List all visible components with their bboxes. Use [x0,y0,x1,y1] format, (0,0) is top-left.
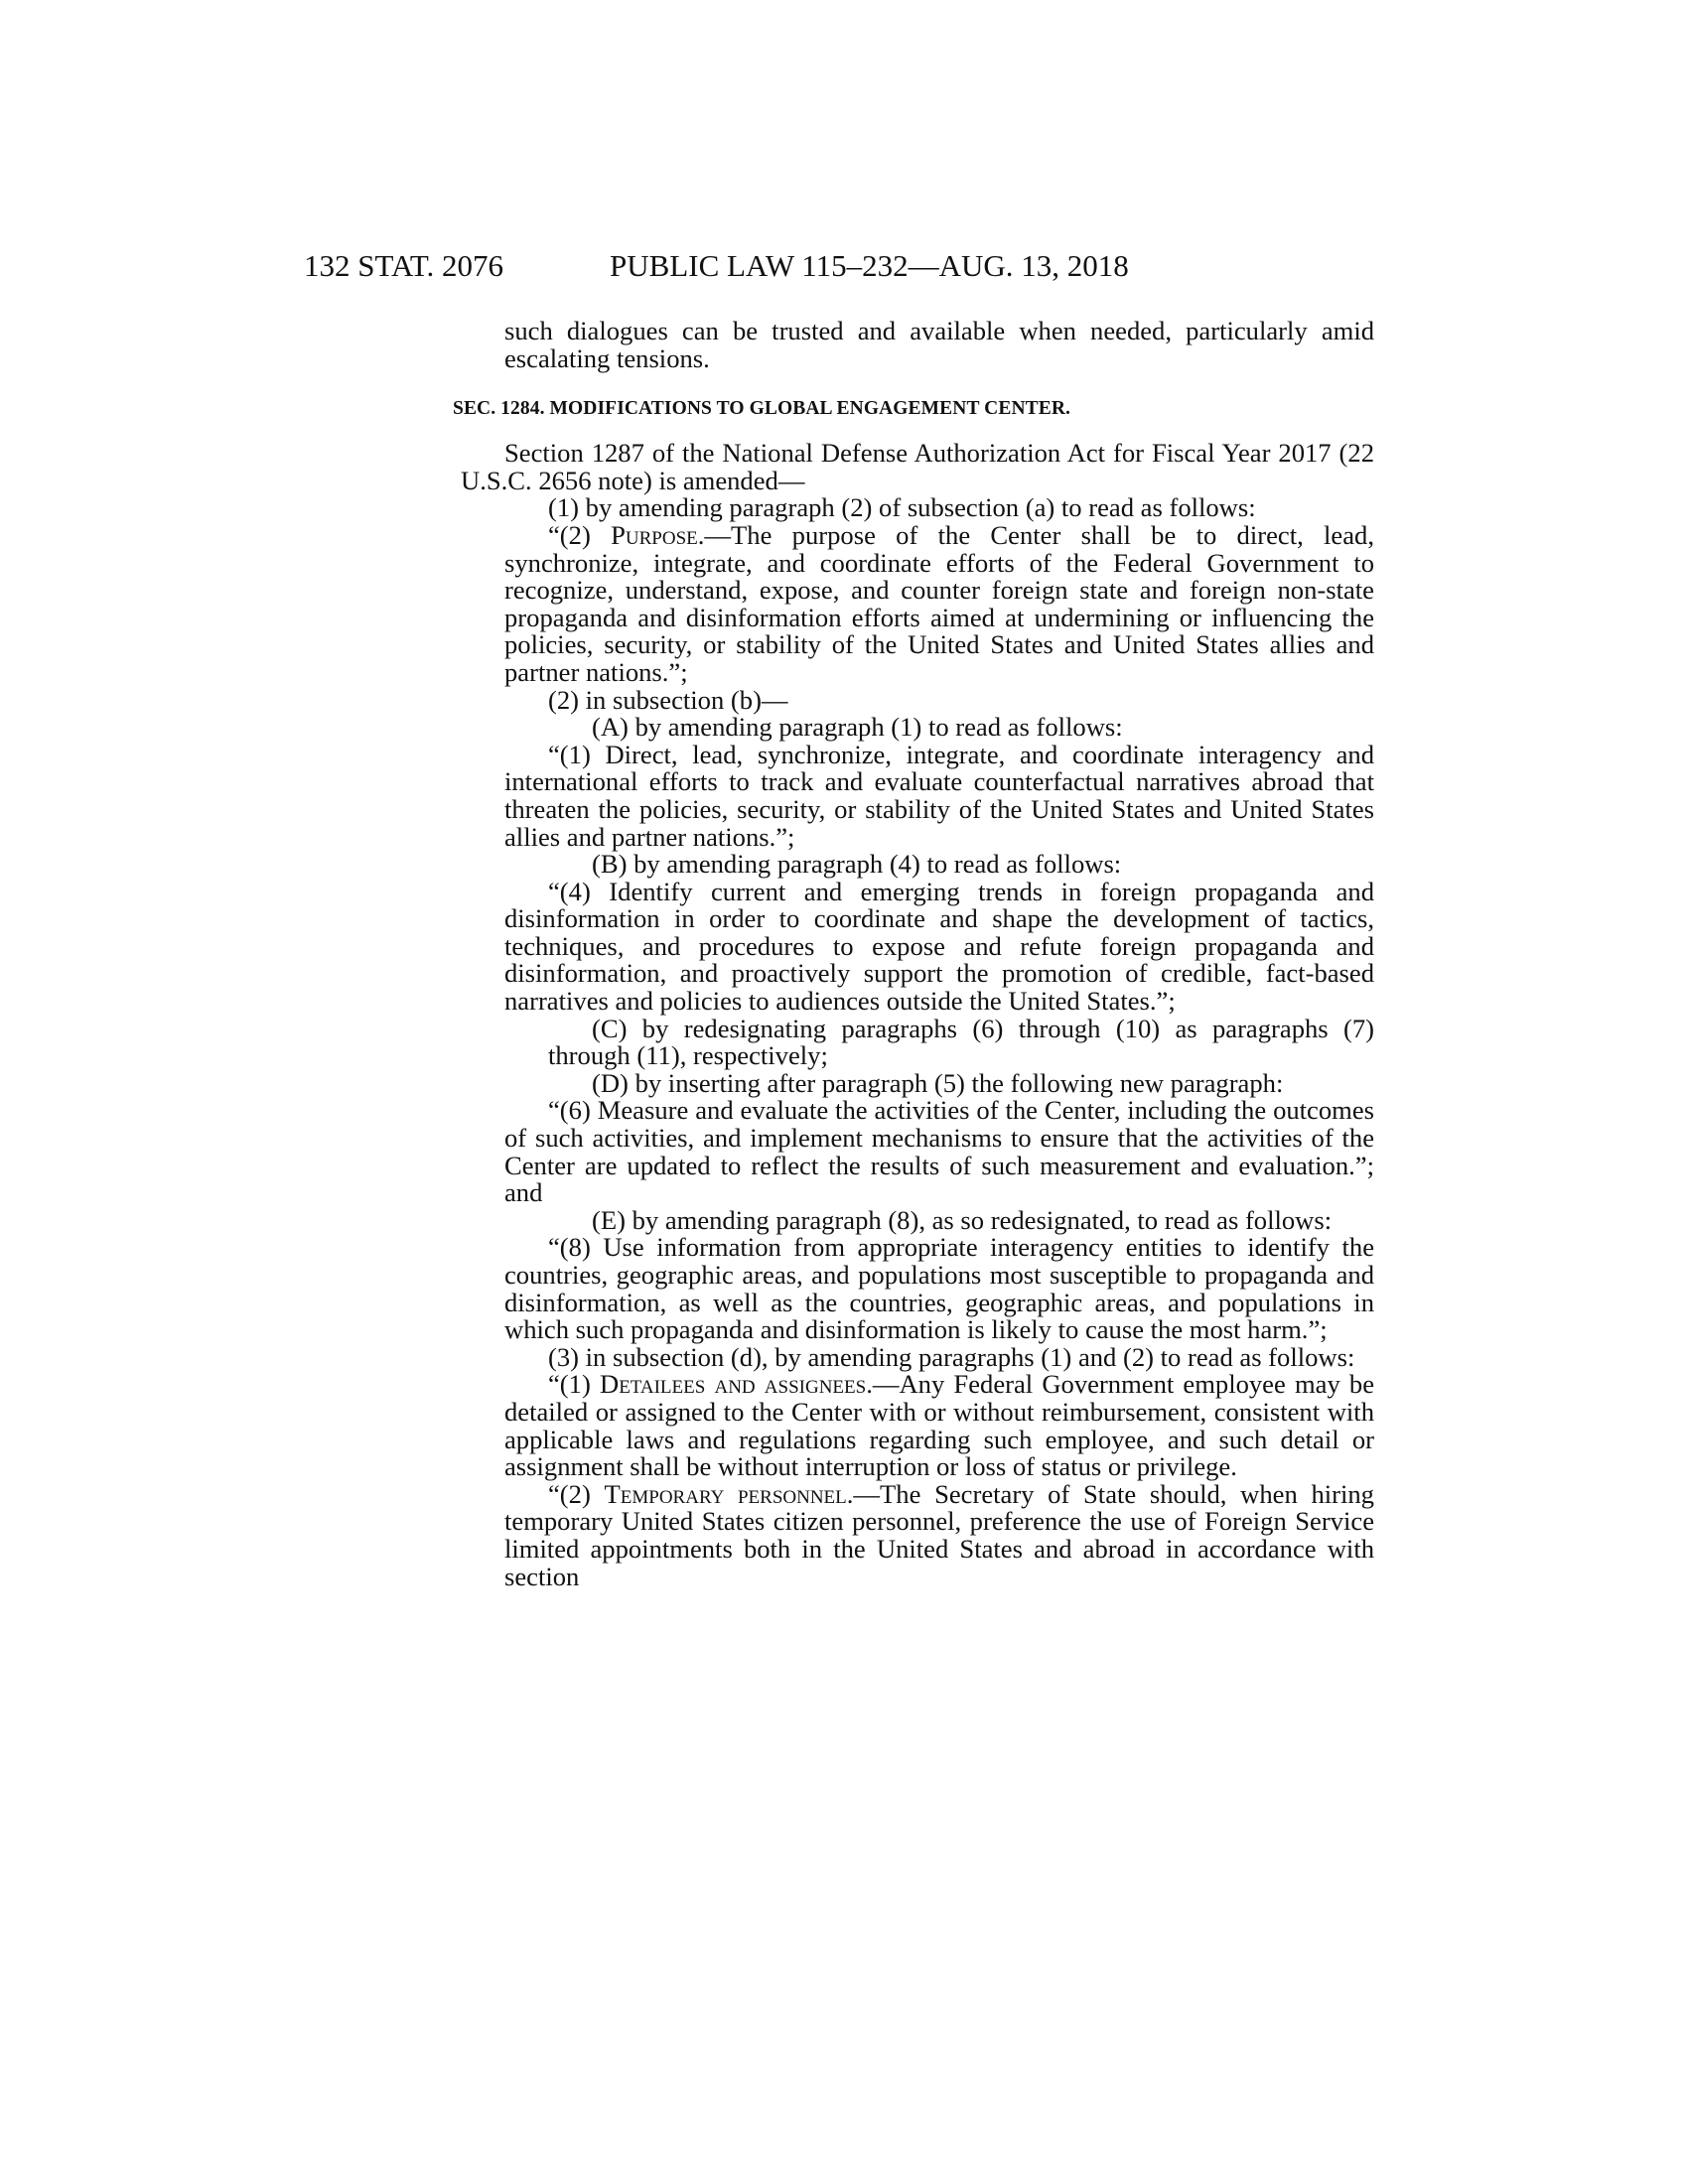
detailees-paragraph [504,1371,1374,1480]
temporary-personnel-paragraph [504,1478,1374,1591]
purpose-term: Purpose [611,519,698,550]
intro-text: Section 1287 of the National Defense Authorization Act for Fiscal Year 2017 (22 U.S.C. 2656 note) is amended— [461,438,1374,495]
amendment-1-text: (1) by amending paragraph (2) of subsection (a) to read as follows: [548,492,1256,523]
amendment-2D [504,1067,1374,1098]
intro-paragraph [461,440,1374,494]
document-body [453,316,1375,1591]
purpose-paragraph [504,519,1374,687]
amendment-2B-text: (B) by amending paragraph (4) to read as follows: [592,849,1122,880]
amendment-2B-quote-text: “(4) Identify current and emerging trends in foreign propaganda and disinformation in order to coordinate and shape the development of tactics, techniques, and procedures to expose and refute foreign propaganda and disinformation, and proactively support the promotion of credible, fact-based narratives and policies to audiences outside the United States.”; [504,876,1374,1017]
amendment-2D-quote [504,1097,1374,1206]
amendment-2E-quote-text: “(8) Use information from appropriate interagency entities to identify the countries, geographic areas, and populations most susceptible to propaganda and disinformation, as well as the countries, geographic areas, and populations in which such propaganda and disinformation is likely to cause the most harm.”; [504,1232,1374,1345]
section-heading: SEC. 1284. MODIFICATIONS TO GLOBAL ENGAGEMENT CENTER. [453,398,1071,420]
amendment-2C-text: (C) by redesignating paragraphs (6) through (10) as paragraphs (7) through (11), respectively; [548,1013,1374,1071]
amendment-2D-quote-text: “(6) Measure and evaluate the activities of the Center, including the outcomes of such activities, and implement mechanisms to ensure that the activities of the Center are updated to reflect the results of such measurement and evaluation.”; and [504,1095,1374,1208]
amendment-2A [504,714,1374,742]
amendment-2-text: (2) in subsection (b)— [548,684,788,715]
amendment-2 [504,684,1374,715]
amendment-2A-quote-text: “(1) Direct, lead, synchronize, integrate, and coordinate interagency and international efforts to track and evaluate counterfactual narratives abroad that threaten the policies, security, or stability of the United States and United States allies and partner nations.”; [504,739,1374,852]
temporary-personnel-term: Temporary personnel [604,1478,847,1509]
detailees-term: Detailees and assignees [599,1369,867,1400]
amendment-2B [504,851,1374,879]
continuation-paragraph [461,318,1374,372]
purpose-text: .—The purpose of the Center shall be to direct, lead, synchronize, integrate, and coordinate efforts of the Federal Government to recognize, understand, expose, and counter foreign state and foreign non-state propaganda and disinformation efforts aimed at undermining or influencing the policies, security, or stability of the United States and United States allies and partner nations.”; [504,519,1374,687]
amendment-2B-quote [504,876,1374,1017]
temporary-personnel-lead: “(2) [548,1478,605,1509]
temporary-personnel-text: .—The Secretary of State should, when hiring temporary United States citizen personnel, preference the use of Foreign Service limited appointments both in the United States and abroad in accordance with section [504,1478,1374,1591]
continuation-text: such dialogues can be trusted and available when needed, particularly amid escalating tensions. [504,316,1374,373]
stat-citation: 132 STAT. 2076 [304,248,504,283]
amendment-3-text: (3) in subsection (d), by amending paragraphs (1) and (2) to read as follows: [548,1341,1355,1372]
detailees-lead: “(1) [548,1369,600,1400]
amendment-3 [504,1341,1374,1372]
amendment-2D-text: (D) by inserting after paragraph (5) the following new paragraph: [592,1067,1284,1098]
amendment-2A-text: (A) by amending paragraph (1) to read as follows: [592,712,1123,743]
amendment-2E-quote [504,1234,1374,1343]
detailees-text: .—Any Federal Government employee may be detailed or assigned to the Center with or without reimbursement, consistent with applicable laws and regulations regarding such employee, and such detail or assignment shall be without interruption or loss of status or privilege. [504,1369,1375,1482]
page-header [304,246,1376,286]
law-title: PUBLIC LAW 115–232—AUG. 13, 2018 [610,248,1129,283]
amendment-2E-text: (E) by amending paragraph (8), as so redesignated, to read as follows: [592,1204,1333,1235]
amendment-2A-quote [504,739,1374,852]
amendment-2E [504,1204,1374,1235]
purpose-lead: “(2) [548,519,612,550]
amendment-1 [504,494,1374,522]
amendment-2C [504,1013,1374,1071]
